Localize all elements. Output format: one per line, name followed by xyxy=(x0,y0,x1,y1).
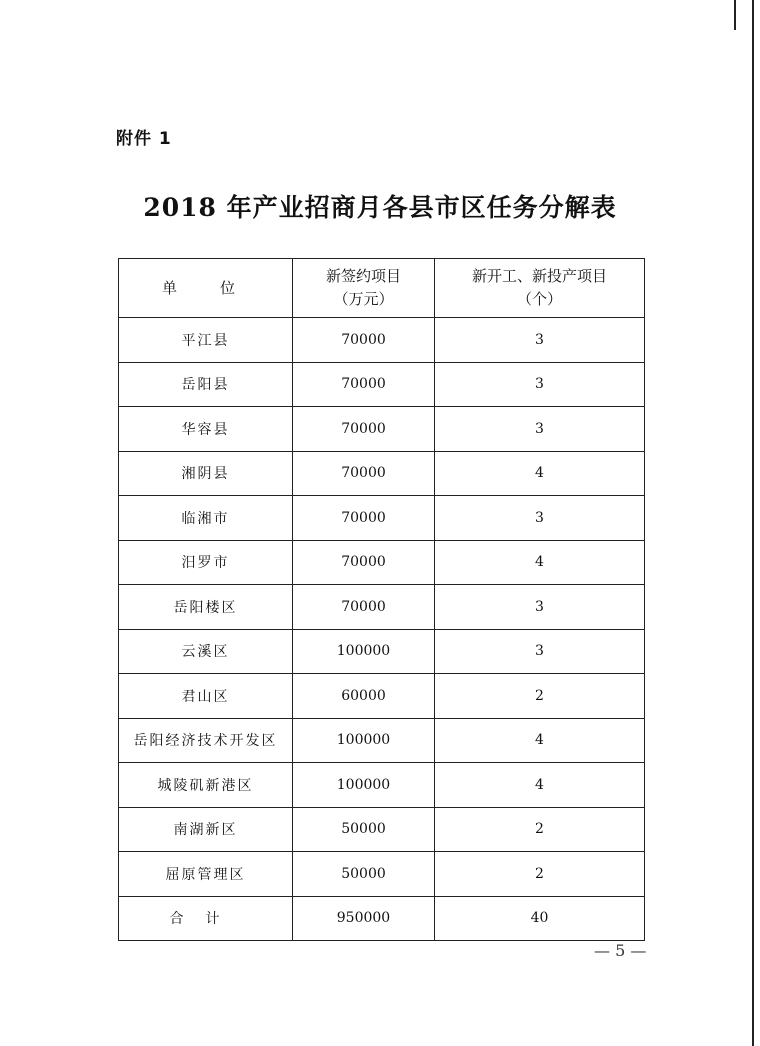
unit-cell: 岳阳县 xyxy=(119,362,293,407)
table-row xyxy=(119,496,645,541)
unit-cell: 南湖新区 xyxy=(119,807,293,852)
started-cell: 2 xyxy=(435,807,645,852)
signed-cell: 60000 xyxy=(293,674,435,719)
attachment-label: 附件 1 xyxy=(116,129,172,149)
started-cell: 4 xyxy=(435,540,645,585)
signed-cell: 70000 xyxy=(293,496,435,541)
started-cell: 4 xyxy=(435,451,645,496)
signed-cell: 50000 xyxy=(293,807,435,852)
started-cell: 3 xyxy=(435,362,645,407)
table-row xyxy=(119,362,645,407)
unit-cell: 屈原管理区 xyxy=(119,852,293,897)
table-row xyxy=(119,763,645,808)
header-unit xyxy=(119,259,293,318)
header-unit-label: 单 位 xyxy=(161,278,249,297)
signed-cell: 100000 xyxy=(293,629,435,674)
signed-cell: 70000 xyxy=(293,318,435,363)
document-title: 2018 年产业招商月各县市区任务分解表 xyxy=(143,193,617,222)
signed-cell: 100000 xyxy=(293,763,435,808)
table-row xyxy=(119,807,645,852)
header-signed-line1: 新签约项目 xyxy=(325,267,401,285)
unit-cell: 岳阳楼区 xyxy=(119,585,293,630)
started-cell: 3 xyxy=(435,407,645,452)
header-started-projects xyxy=(435,259,645,318)
started-cell: 3 xyxy=(435,585,645,630)
table-row xyxy=(119,407,645,452)
total-started-cell: 40 xyxy=(435,896,645,941)
table-row xyxy=(119,674,645,719)
started-cell: 2 xyxy=(435,852,645,897)
header-started-line2: （个） xyxy=(516,290,562,308)
unit-cell: 湘阴县 xyxy=(119,451,293,496)
started-cell: 4 xyxy=(435,763,645,808)
total-label: 合计 xyxy=(169,911,242,928)
table-total-row xyxy=(119,896,645,941)
unit-cell: 临湘市 xyxy=(119,496,293,541)
signed-cell: 70000 xyxy=(293,585,435,630)
table-row xyxy=(119,451,645,496)
unit-cell: 平江县 xyxy=(119,318,293,363)
signed-cell: 70000 xyxy=(293,540,435,585)
started-cell: 3 xyxy=(435,496,645,541)
header-signed-projects xyxy=(293,259,435,318)
total-signed-cell: 950000 xyxy=(293,896,435,941)
task-breakdown-table xyxy=(118,258,645,941)
signed-cell: 50000 xyxy=(293,852,435,897)
signed-cell: 70000 xyxy=(293,362,435,407)
started-cell: 4 xyxy=(435,718,645,763)
page-number: — 5 — xyxy=(594,941,647,960)
unit-cell: 华容县 xyxy=(119,407,293,452)
unit-cell: 城陵矶新港区 xyxy=(119,763,293,808)
started-cell: 3 xyxy=(435,318,645,363)
header-signed-line2: （万元） xyxy=(333,290,394,308)
total-unit-cell xyxy=(119,896,293,941)
started-cell: 3 xyxy=(435,629,645,674)
signed-cell: 70000 xyxy=(293,407,435,452)
table-row xyxy=(119,540,645,585)
table-row xyxy=(119,318,645,363)
started-cell: 2 xyxy=(435,674,645,719)
unit-cell: 君山区 xyxy=(119,674,293,719)
unit-cell: 岳阳经济技术开发区 xyxy=(119,718,293,763)
scan-page-edge xyxy=(752,0,754,1046)
signed-cell: 70000 xyxy=(293,451,435,496)
table-row xyxy=(119,852,645,897)
scan-page-corner xyxy=(734,0,754,30)
table-row xyxy=(119,718,645,763)
table-row xyxy=(119,629,645,674)
unit-cell: 汨罗市 xyxy=(119,540,293,585)
unit-cell: 云溪区 xyxy=(119,629,293,674)
header-started-line1: 新开工、新投产项目 xyxy=(471,267,607,285)
table-header-row xyxy=(119,259,645,318)
table-row xyxy=(119,585,645,630)
signed-cell: 100000 xyxy=(293,718,435,763)
